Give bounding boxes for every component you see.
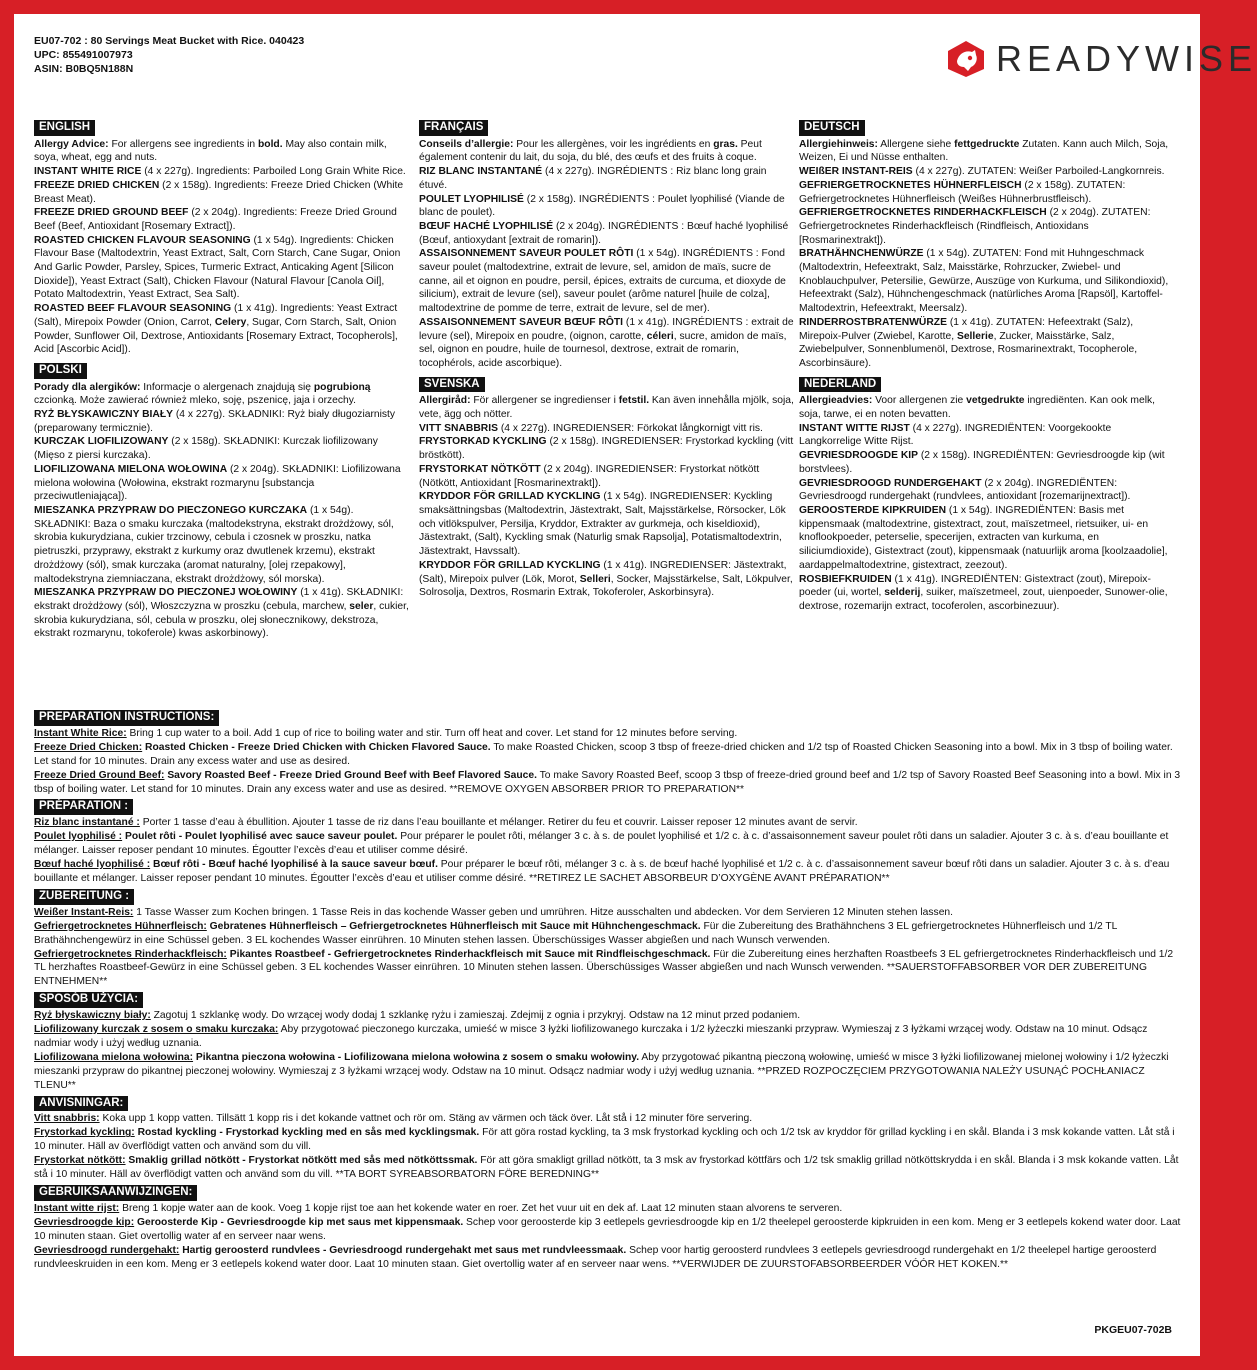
ingredient-paragraph [799, 138, 1174, 165]
text-run: Allergene siehe [877, 138, 955, 150]
text-run: Koka upp 1 kopp vatten. Tillsätt 1 kopp ris i det kokande vattnet och rör om. Stäng av värmen och täck över. Låt stå i 12 minuter före servering. [99, 1113, 753, 1125]
ingredient-paragraph [799, 477, 1174, 504]
text-run: Schep voor geroosterde kip 3 eetlepels gevriesdroogde kip en 1/2 theelepel geroosterde kipkruiden in een kom. Meng er 3 eetlepels kokend water door. Laat 10 minuten staan. Giet overtollig water af en serveer naar wens. [34, 1216, 1181, 1242]
prep-heading: PREPARATION INSTRUCTIONS: [34, 710, 219, 726]
ingredient-paragraph [799, 573, 1174, 614]
text-run: (1 x 41g). Ingredients: Yeast Extract (Salt), Mirepoix Powder (Onion, Carrot, [34, 303, 398, 328]
preparation-instructions [34, 707, 1184, 1271]
prep-heading: ANVISNINGAR: [34, 1096, 128, 1112]
prep-line [34, 1216, 1184, 1244]
bold-run: POULET LYOPHILISÉ [419, 193, 524, 205]
text-run: Breng 1 kopje water aan de kook. Voeg 1 kopje rijst toe aan het kokende water en roer. Zet het vuur uit en dek af. Laat 12 minuten staan alvorens te serveren. [119, 1202, 843, 1214]
bold-run: FREEZE DRIED GROUND BEEF [34, 207, 189, 219]
package-code: PKGEU07-702B [1094, 1324, 1172, 1336]
bold-run: Gefriergetrocknetes Rinderhackfleisch: [34, 948, 227, 960]
text-run: Pour les allergènes, voir les ingrédients en [513, 138, 714, 150]
text-run: (2 x 204g). INGREDIËNTEN: Gevriesdroogd rundergehakt (rundvlees, antioxidant [rozemarijnextract]). [799, 477, 1131, 503]
lang-heading-english: ENGLISH [34, 120, 95, 136]
bold-run: ASSAISONNEMENT SAVEUR BŒUF RÔTI [419, 316, 624, 328]
ingredient-paragraph [799, 316, 1174, 371]
text-run: Peut également contenir du lait, du soja, du blé, des œufs et des fruits à coque. [419, 138, 762, 164]
text-run: (1 x 41g). INGRÉDIENTS : extrait de levure (sel), Mirepoix en poudre, (oignon, carotte, [419, 316, 794, 342]
text-run: (4 x 227g). ZUTATEN: Weißer Parboiled-Langkornreis. [912, 166, 1165, 178]
bold-run: Allergieadvies: [799, 395, 873, 407]
text-run: (4 x 227g). INGREDIENSER: Förkokat långkornigt vitt ris. [497, 422, 763, 434]
bold-run: Pikantes Roastbeef - Gefriergetrocknetes Rinderhackfleisch mit Sauce mit Rindfleischgeschmack. [226, 948, 711, 960]
bold-run: fetstil. [618, 395, 650, 407]
ingredient-paragraph [34, 165, 409, 179]
text-run: (4 x 227g). Ingredients: Parboiled Long Grain White Rice. [141, 166, 406, 178]
bold-run: Sellerie [956, 330, 994, 342]
prep-line [34, 1023, 1184, 1051]
bold-run: KURCZAK LIOFILIZOWANY [34, 436, 169, 448]
text-run: Zagotuj 1 szklankę wody. Do wrzącej wody dodaj 1 szklankę ryżu i zamieszaj. Zdejmij z ognia i przykryj. Odstaw na 12 minut przed podaniem. [150, 1010, 801, 1022]
bold-run: Gebratenes Hühnerfleisch – Gefriergetrocknetes Hühnerfleisch mit Sauce mit Hühnchengeschmack. [206, 920, 701, 932]
text-run: , sucre, amidon de maïs, sel, oignon en poudre, huile de tournesol, dextrose, extrait de romarin, tocophérols, acide ascorbique). [419, 330, 787, 369]
ingredient-paragraph [799, 422, 1174, 449]
ingredient-paragraph [34, 435, 409, 462]
text-run: (1 x 41g). SKŁADNIKI: ekstrakt drożdżowy (sól), Włoszczyzna w proszku (cebula, marchew, [34, 587, 404, 612]
text-run: , suiker, maïszetmeel, zout, uienpoeder, Sunower-olie, dextrose, rozemarijn extract, tocoferolen, ascorbinezuur). [799, 587, 1168, 612]
bold-run: Freeze Dried Chicken: [34, 741, 143, 753]
bold-run: WEIßER INSTANT-REIS [799, 166, 913, 178]
text-run: (2 x 158g). INGREDIËNTEN: Gevriesdroogde kip (wit borstvlees). [799, 450, 1165, 475]
ingredient-paragraph [34, 463, 409, 504]
bold-run: pogrubioną [313, 381, 371, 393]
bold-run: GEFRIERGETROCKNETES RINDERHACKFLEISCH [799, 207, 1047, 219]
readywise-logo [944, 38, 1257, 80]
text-run: (2 x 158g). INGRÉDIENTS : Poulet lyophilisé (Viande de blanc de poulet). [419, 193, 785, 219]
bold-run: INSTANT WHITE RICE [34, 166, 142, 178]
bold-run: Selleri [579, 573, 611, 585]
ingredient-paragraph [34, 408, 409, 435]
text-run: , cukier, skrobia kukurydziana, sól, cebula w proszku, olej słonecznikowy, dekstroza, ekstrakt rozmarynu, tokoferole) kwas askorbinowy). [34, 600, 409, 640]
ingredient-paragraph [419, 394, 794, 421]
bold-run: Bœuf haché lyophilisé : [34, 859, 151, 871]
prep-line [34, 906, 1184, 920]
bold-run: KRYDDOR FÖR GRILLAD KYCKLING [419, 559, 601, 571]
bold-run: ROASTED CHICKEN FLAVOUR SEASONING [34, 234, 251, 246]
bold-run: Gefriergetrocknetes Hühnerfleisch: [34, 920, 207, 932]
ingredient-paragraph [34, 179, 409, 206]
bold-run: INSTANT WITTE RIJST [799, 422, 910, 434]
text-run: (2 x 204g). Ingredients: Freeze Dried Ground Beef (Beef, Antioxidant [Rosemary Extract]). [34, 207, 397, 232]
ingredient-paragraph [34, 206, 409, 233]
ingredient-paragraph [419, 138, 794, 165]
bold-run: Vitt snabbris: [34, 1113, 100, 1125]
bold-run: Bœuf rôti - Bœuf haché lyophilisé à la sauce saveur bœuf. [150, 859, 438, 871]
text-run: Für die Zubereitung eines herzhaften Roastbeefs 3 EL gefriergetrocknetes Rinderhackfleisch und 1/2 TL herzhaftes Roastbeef-Gewürz in eine Schüssel geben. 3 EL kochendes Wasser einrühren. 10 Minuten stehen lassen. Überschüssiges Wasser abgießen und nach Wunsch verwenden. **SAUERSTOFFABSORBER VOR DER ZUBEREITUNG ENTNEHMEN** [34, 948, 1174, 988]
bold-run: VITT SNABBRIS [419, 422, 498, 434]
bold-run: Conseils d’allergie: [419, 138, 514, 150]
bold-run: Instant witte rijst: [34, 1202, 120, 1214]
bold-run: Poulet rôti - Poulet lyophilisé avec sauce saveur poulet. [122, 831, 398, 843]
bold-run: Liofilizowany kurczak z sosem o smaku kurczaka: [34, 1024, 279, 1036]
bold-run: MIESZANKA PRZYPRAW DO PIECZONEJ WOŁOWINY [34, 587, 298, 599]
text-run: (4 x 227g). SKŁADNIKI: Ryż biały długoziarnisty (preparowany termicznie). [34, 409, 396, 434]
column-middle [419, 114, 794, 600]
bold-run: FRYSTORKAD KYCKLING [419, 436, 547, 448]
bold-run: Liofilizowana mielona wołowina: [34, 1051, 194, 1063]
bold-run: BRATHÄHNCHENWÜRZE [799, 248, 924, 260]
text-run: (2 x 158g). INGREDIENSER: Frystorkad kyckling (vitt bröstkött). [419, 436, 794, 462]
ingredient-paragraph [799, 165, 1174, 179]
text-run: (2 x 158g). ZUTATEN: Gefriergetrocknetes Hühnerfleisch (Weißes Hühnerbrustfleisch). [799, 179, 1126, 205]
bold-run: Freeze Dried Ground Beef: [34, 769, 165, 781]
text-run: Informacje o alergenach znajdują się [140, 381, 314, 393]
text-run: Porter 1 tasse d’eau à ébullition. Ajouter 1 tasse de riz dans l’eau bouillante et mélanger. Retirer du feu et couvrir. Laisser reposer 12 minutes avant de servir. [139, 817, 858, 829]
section-francais [419, 138, 794, 371]
bold-run: Gevriesdroogd rundergehakt: [34, 1244, 180, 1256]
text-run: (1 x 54g). INGREDIENSER: Kyckling smaksättningsbas (Maltodextrin, Jästextrakt, Salt, Majsstärkelse, Rörsocker, Lök och vitlökspulver, Persilja, Kryddor, Extrakter av gurkmeja, och kiseldioxid), Jästextrakt, (Salt), Kyckling smak (Naturlig smak Rapsolja], Potatismaltodextrin, Jästextrakt, Havssalt). [419, 491, 786, 558]
text-run: ingrediënten. Kan ook melk, soja, tarwe, ei en noten bevatten. [799, 395, 1156, 421]
prep-line [34, 741, 1184, 769]
prep-line [34, 1112, 1184, 1126]
section-deutsch [799, 138, 1174, 371]
bold-run: Poulet lyophilisé : [34, 831, 123, 843]
brand-name: READYWISE [996, 38, 1257, 79]
text-run: (4 x 227g). INGREDIËNTEN: Voorgekookte Langkorrelige Witte Rijst. [799, 422, 1112, 448]
section-english [34, 138, 409, 357]
prep-line [34, 727, 1184, 741]
text-run: Voor allergenen zie [872, 395, 967, 407]
bold-run: ROASTED BEEF FLAVOUR SEASONING [34, 303, 232, 315]
bold-run: LIOFILIZOWANA MIELONA WOŁOWINA [34, 463, 228, 475]
text-run: May also contain milk, soya, wheat, egg and nuts. [34, 138, 387, 164]
section-nederland [799, 394, 1174, 613]
ingredient-paragraph [799, 449, 1174, 476]
prep-line [34, 858, 1184, 886]
text-run: (1 x 54g). INGRÉDIENTS : Fond saveur poulet (maltodextrine, extrait de levure, sel, amidon de maïs, sucre de canne, ail et oignon en poudre, persil, épices, extraits de curcuma, et dioxyde de silicium), extrait de levure (sel), saveur poulet (arôme naturel [huile de colza], maltodextrine de pomme de terre, extrait de levure, sel de mer). [419, 248, 786, 315]
text-run: Zutaten. Kann auch Milch, Soja, Weizen, Ei und Nüsse enthalten. [799, 138, 1169, 164]
prep-line [34, 1051, 1184, 1093]
text-run: (1 x 54g). ZUTATEN: Fond mit Huhngeschmack (Maltodextrin, Hefeextrakt, Salz, Maisstärke, Rohrzucker, Zwiebel- und Knoblauchpulver, Petersilie, Gewürze, Auszüge von Kurkuma, und Silikondioxid), Hefeextrakt (Salz), Hühnchengeschmack (natürliches Aroma [Rapsöl], Kartoffel-Maltodextrin, Hefeextrakt, Meersalz). [799, 248, 1169, 315]
prep-line [34, 920, 1184, 948]
ingredient-paragraph [799, 179, 1174, 206]
text-run: Aby przygotować pikantną pieczoną wołowinę, umieść w misce 3 łyżki liofilizowanej mielonej wołowiny i 1/2 łyżeczki mieszanki przypraw do pikantnej pieczonej wołowiny. Wymieszaj z 3 łyżkami wrzącej wody. Odstaw na 10 minut. Odsącz nadmiar wody i użyj według uznania. **PRZED ROZPOCZĘCIEM PRZYGOTOWANIA NALEŻY USUNĄĆ POCHŁANIACZ TLENU** [34, 1051, 1169, 1091]
upc-code: UPC: 855491007973 [34, 49, 133, 61]
ingredient-paragraph [419, 220, 794, 247]
ingredient-paragraph [419, 463, 794, 490]
text-run: Kan även innehålla mjölk, soja, vete, ägg och nötter. [419, 395, 794, 421]
lang-heading-polski: POLSKI [34, 363, 87, 379]
section-polski [34, 381, 409, 641]
bold-run: RYŻ BŁYSKAWICZNY BIAŁY [34, 409, 174, 421]
bold-run: Weißer Instant-Reis: [34, 906, 134, 918]
prep-heading: SPOSÓB UŻYCIA: [34, 992, 143, 1008]
text-run: (1 x 41g). ZUTATEN: Hefeextrakt (Salz), Mirepoix-Pulver (Zwiebel, Karotte, [799, 316, 1134, 342]
readywise-logo-icon [944, 39, 988, 79]
ingredient-paragraph [34, 381, 409, 408]
text-run: (2 x 158g). SKŁADNIKI: Kurczak liofilizowany (Mięso z piersi kurczaka). [34, 436, 378, 462]
bold-run: GEFRIERGETROCKNETES HÜHNERFLEISCH [799, 179, 1022, 191]
ingredient-paragraph [34, 586, 409, 641]
column-right [799, 114, 1174, 614]
bold-run: ASSAISONNEMENT SAVEUR POULET RÔTI [419, 248, 634, 260]
text-run: Pour préparer le bœuf rôti, mélanger 3 c. à s. de bœuf haché lyophilisé et 1/2 c. à c. d’assaisonnement saveur bœuf rôti dans un saladier. Ajouter 3 c. à s. d’eau bouillante et mélanger. Laisser reposer pendant 10 minutes. Égoutter l’excès d’eau et utiliser comme désiré. **RETIREZ LE SACHET ABSORBEUR D’OXYGÈNE AVANT PRÉPARATION** [34, 859, 1170, 884]
bold-run: RIZ BLANC INSTANTANÉ [419, 166, 543, 178]
ingredient-paragraph [799, 206, 1174, 247]
ingredient-paragraph [799, 504, 1174, 573]
prep-line [34, 1009, 1184, 1023]
text-run: , Sugar, Corn Starch, Salt, Onion Powder, Sunflower Oil, Dextrose, Antioxidants [Rosemary Extract, Tocopherols], Acid [Ascorbic Acid]). [34, 316, 398, 356]
ingredient-paragraph [799, 247, 1174, 316]
ingredient-paragraph [34, 138, 409, 165]
label-sheet [14, 14, 1257, 1356]
text-run: (2 x 204g). INGRÉDIENTS : Bœuf haché lyophilisé (Bœuf, antioxydant [extrait de romarin]). [419, 220, 789, 246]
ingredient-paragraph [419, 435, 794, 462]
bold-run: Ryż błyskawiczny biały: [34, 1010, 151, 1022]
ingredient-paragraph [419, 316, 794, 371]
prep-line [34, 1202, 1184, 1216]
text-run: (1 x 54g). Ingredients: Chicken Flavour Base (Maltodextrin, Yeast Extract, Salt, Corn Starch, Cane Sugar, Onion And Garlic Powder, Parsley, Spices, Turmeric Extract, Anticaking Agent [Silicon Dioxide]), Yeast Extract (Salt), Chicken Flavour (Natural Flavour [Canola Oil], Potato Maltodextrin, Yeast Extract, Sea Salt). [34, 234, 401, 301]
text-run: Für die Zubereitung des Brathähnchens 3 EL gefriergetrocknetes Hühnerfleisch und 1/2 TL Brathähnchengewürz in eine Schüssel geben. 3 EL kochendes Wasser einrühren. 10 Minuten stehen lassen. Überschüssiges Wasser abgießen und nach Wunsch verwenden. [34, 920, 1117, 946]
bold-run: Rostad kyckling - Frystorkad kyckling med en sås med kycklingsmak. [134, 1127, 480, 1139]
ingredient-paragraph [419, 490, 794, 559]
bold-run: FRYSTORKAT NÖTKÖTT [419, 463, 541, 475]
text-run: (2 x 204g). INGREDIENSER: Frystorkat nötkött (Nötkött, Antioxidant [Rosmarinextrakt]). [419, 463, 760, 489]
bold-run: gras. [713, 138, 738, 150]
bold-run: Instant White Rice: [34, 727, 127, 739]
bold-run: Allergy Advice: [34, 138, 109, 150]
text-run: To make Roasted Chicken, scoop 3 tbsp of freeze-dried chicken and 1/2 tsp of Roasted Chicken Seasoning into a bowl. Mix in 3 tbsp of boiling water. Let stand for 10 minutes. Drain any excess water and use as desired. [34, 741, 1173, 767]
bold-run: vetgedrukte [966, 395, 1025, 407]
text-run: To make Savory Roasted Beef, scoop 3 tbsp of freeze-dried ground beef and 1/2 tsp of Savory Roasted Beef Seasoning into a bowl. Mix in 3 tbsp of boiling water. Let stand for 10 minutes. Drain any excess water and use as desired. **REMOVE OXYGEN ABSORBER PRIOR TO PREPARATION** [34, 769, 1181, 795]
text-run: 1 Tasse Wasser zum Kochen bringen. 1 Tasse Reis in das kochende Wasser geben und umrühren. Hitze ausschalten und abdecken. Vor dem Servieren 12 Minuten stehen lassen. [133, 906, 954, 918]
bold-run: Pikantna pieczona wołowina - Liofilizowana mielona wołowina z sosem o smaku wołowiny. [193, 1051, 640, 1063]
lang-heading-deutsch: DEUTSCH [799, 120, 865, 136]
text-run: (2 x 158g). Ingredients: Freeze Dried Chicken (White Breast Meat). [34, 179, 404, 205]
bold-run: Savory Roasted Beef - Freeze Dried Ground Beef with Beef Flavored Sauce. [164, 769, 537, 781]
bold-run: Gevriesdroogde kip: [34, 1216, 135, 1228]
bold-run: RINDERROSTBRATENWÜRZE [799, 316, 947, 328]
lang-heading-nederland: NEDERLAND [799, 377, 881, 393]
product-title: EU07-702 : 80 Servings Meat Bucket with Rice. 040423 [34, 35, 305, 47]
text-run: (2 x 204g). SKŁADNIKI: Liofilizowana mielona wołowina (Wołowina, ekstrakt rozmarynu [substancja przeciwutleniająca]). [34, 463, 401, 503]
prep-heading: ZUBEREITUNG : [34, 889, 134, 905]
text-run: For allergens see ingredients in [108, 138, 258, 150]
prep-line [34, 830, 1184, 858]
bold-run: Riz blanc instantané : [34, 817, 140, 829]
prep-heading: PRÉPARATION : [34, 799, 133, 815]
text-run: Bring 1 cup water to a boil. Add 1 cup of rice to boiling water and stir. Turn off heat and cover. Let stand for 12 minutes before serving. [126, 727, 738, 739]
section-svenska [419, 394, 794, 600]
column-left [34, 114, 409, 641]
bold-run: Allergiråd: [419, 395, 471, 407]
ingredient-paragraph [34, 234, 409, 303]
bold-run: Frystorkad kyckling: [34, 1127, 135, 1139]
bold-run: seler [349, 600, 374, 612]
text-run: (1 x 41g). INGREDIËNTEN: Gistextract (zout), Mirepoix-poeder (ui, wortel, [799, 573, 1151, 599]
bold-run: Celery [214, 316, 247, 328]
text-run: (1 x 54g). SKŁADNIKI: Baza o smaku kurczaka (maltodekstryna, ekstrakt drożdżowy, sól, skrobia kukurydziana, cukier trzcinowy, cebula i czosnek w proszku, natka pietruszki, przyprawy, ekstrakt z kurkumy oraz dwutlenek krzemu), ekstrakt drożdżowy (sól), smak kurczaka (aromat naturalny, [olej rzepakowy], maltodekstryna ziemniaczana, ekstrakt drożdżowy, sól morska). [34, 504, 394, 585]
product-header [34, 34, 304, 76]
prep-line [34, 816, 1184, 830]
ingredient-paragraph [419, 193, 794, 220]
ingredient-paragraph [419, 422, 794, 436]
bold-run: ROSBIEFKRUIDEN [799, 573, 892, 585]
prep-line [34, 769, 1184, 797]
lang-heading-francais: FRANÇAIS [419, 120, 488, 136]
bold-run: MIESZANKA PRZYPRAW DO PIECZONEGO KURCZAKA [34, 504, 308, 516]
bold-run: GEVRIESDROOGDE KIP [799, 450, 919, 462]
ingredient-paragraph [799, 394, 1174, 421]
prep-heading: GEBRUIKSAANWIJZINGEN: [34, 1185, 197, 1201]
bold-run: Roasted Chicken - Freeze Dried Chicken with Chicken Flavored Sauce. [142, 741, 491, 753]
text-run: För att göra rostad kyckling, ta 3 msk frystorkad kyckling och och 1/2 tsk av kryddor för grillad kyckling i en skål. Blanda i 3 msk kokande vatten. Låt stå i 10 minuter. Häll av överflödigt vatten och använd som du vill. [34, 1127, 1175, 1153]
text-run: czcionką. Może zawierać również mleko, soję, pszenicę, jaja i orzechy. [34, 395, 357, 407]
text-run: (4 x 227g). INGRÉDIENTS : Riz blanc long grain étuvé. [419, 166, 767, 191]
text-run: För att göra smakligt grillad nötkött, ta 3 msk av frystorkad köttfärs och 1/2 tsk smaklig grillad nötköttskrydda i en skål. Blanda i 3 msk kokande vatten. Låt stå i 10 minuter. Häll av överflödigt vatten och använd som du vill. **TA BORT SYREABSORBATORN FÖRE BEREDNING** [34, 1155, 1179, 1181]
text-run: Aby przygotować pieczonego kurczaka, umieść w misce 3 łyżki liofilizowanego kurczaka i 1/2 łyżeczki mieszanki przypraw. Wymieszaj z 3 łyżkami wrzącej wody. Odstaw na 10 minut. Odsącz nadmiar wody i użyj według uznania. [34, 1024, 1148, 1049]
bold-run: GEROOSTERDE KIPKRUIDEN [799, 504, 947, 516]
bold-run: Geroosterde Kip - Gevriesdroogde kip met saus met kippensmaak. [134, 1216, 464, 1228]
bold-run: selderij [884, 587, 921, 599]
text-run: (2 x 204g). ZUTATEN: Gefriergetrocknetes Rinderhackfleisch (Rindfleisch, Antioxidans [Rosmarinextrakt]). [799, 207, 1151, 246]
text-run: (1 x 54g). INGREDIËNTEN: Basis met kippensmaak (maltodextrine, gistextract, zout, maïszetmeel, rietsuiker, ui- en knoflookpoeder, peterselie, specerijen, extracten van kurkuma, en siliciumdioxide), Gistextract (zout), kippensmaak (natuurlijk aroma [koolzaadolie], aardappelmaltodextrine, gistextract, zeezout). [799, 504, 1168, 571]
bold-run: FREEZE DRIED CHICKEN [34, 179, 160, 191]
ingredient-paragraph [34, 504, 409, 586]
asin-code: ASIN: B0BQ5N188N [34, 63, 134, 75]
text-run: (1 x 41g). INGREDIENSER: Jästextrakt, (Salt), Mirepoix pulver (Lök, Morot, [419, 559, 787, 585]
text-run: Pour préparer le poulet rôti, mélanger 3 c. à s. de poulet lyophilisé et 1/2 c. à c. d’assaisonnement saveur poulet rôti dans un saladier. Ajouter 3 c. à s. d’eau bouillante et mélanger. Laisser reposer pendant 10 minutes. Égoutter l’excès d’eau et utiliser comme désiré. [34, 831, 1169, 857]
bold-run: Smaklig grillad nötkött - Frystorkat nötkött med sås med nötköttssmak. [125, 1155, 478, 1167]
bold-run: Frystorkat nötkött: [34, 1155, 126, 1167]
text-run: För allergener se ingredienser i [470, 395, 619, 407]
bold-run: céleri [646, 330, 674, 342]
prep-line [34, 948, 1184, 990]
bold-run: Allergiehinweis: [799, 138, 878, 150]
bold-run: GEVRIESDROOGD RUNDERGEHAKT [799, 477, 982, 489]
text-run: Schep voor hartig geroosterd rundvlees 3 eetlepels gevriesdroogd rundergehakt en 1/2 theelepel hartige geroosterd rundvleeskruiden in een kom. Meng er 3 eetlepels kokend water door. Laat 10 minuten staan. Giet overtollig water af en serveer naar wens. **VERWIJDER DE ZUURSTOFABSORBEERDER VÓÓR HET KOKEN.** [34, 1244, 1157, 1270]
prep-line [34, 1244, 1184, 1272]
bold-run: Porady dla alergików: [34, 381, 141, 393]
prep-line [34, 1126, 1184, 1154]
ingredient-paragraph [419, 165, 794, 192]
text-run: , Zucker, Maisstärke, Salz, Zwiebelpulver, Sonnenblumenöl, Dextrose, Rosmarinextrakt, Tocopherole, Ascorbinsäure). [799, 330, 1138, 369]
ingredient-paragraph [419, 247, 794, 316]
ingredient-paragraph [419, 559, 794, 600]
bold-run: KRYDDOR FÖR GRILLAD KYCKLING [419, 491, 601, 503]
ingredient-paragraph [34, 302, 409, 357]
text-run: , Socker, Majsstärkelse, Salt, Lökpulver, Solrosolja, Dextros, Rosmarin Extrak, Tokoferoler, Askorbinsyra). [419, 573, 793, 599]
lang-heading-svenska: SVENSKA [419, 377, 485, 393]
prep-line [34, 1154, 1184, 1182]
bold-run: fettgedruckte [954, 138, 1020, 150]
bold-run: BŒUF HACHÉ LYOPHILISÉ [419, 220, 554, 232]
bold-run: Hartig geroosterd rundvlees - Gevriesdroogd rundergehakt met saus met rundvleessmaak. [179, 1244, 627, 1256]
bold-run: bold. [257, 138, 283, 150]
